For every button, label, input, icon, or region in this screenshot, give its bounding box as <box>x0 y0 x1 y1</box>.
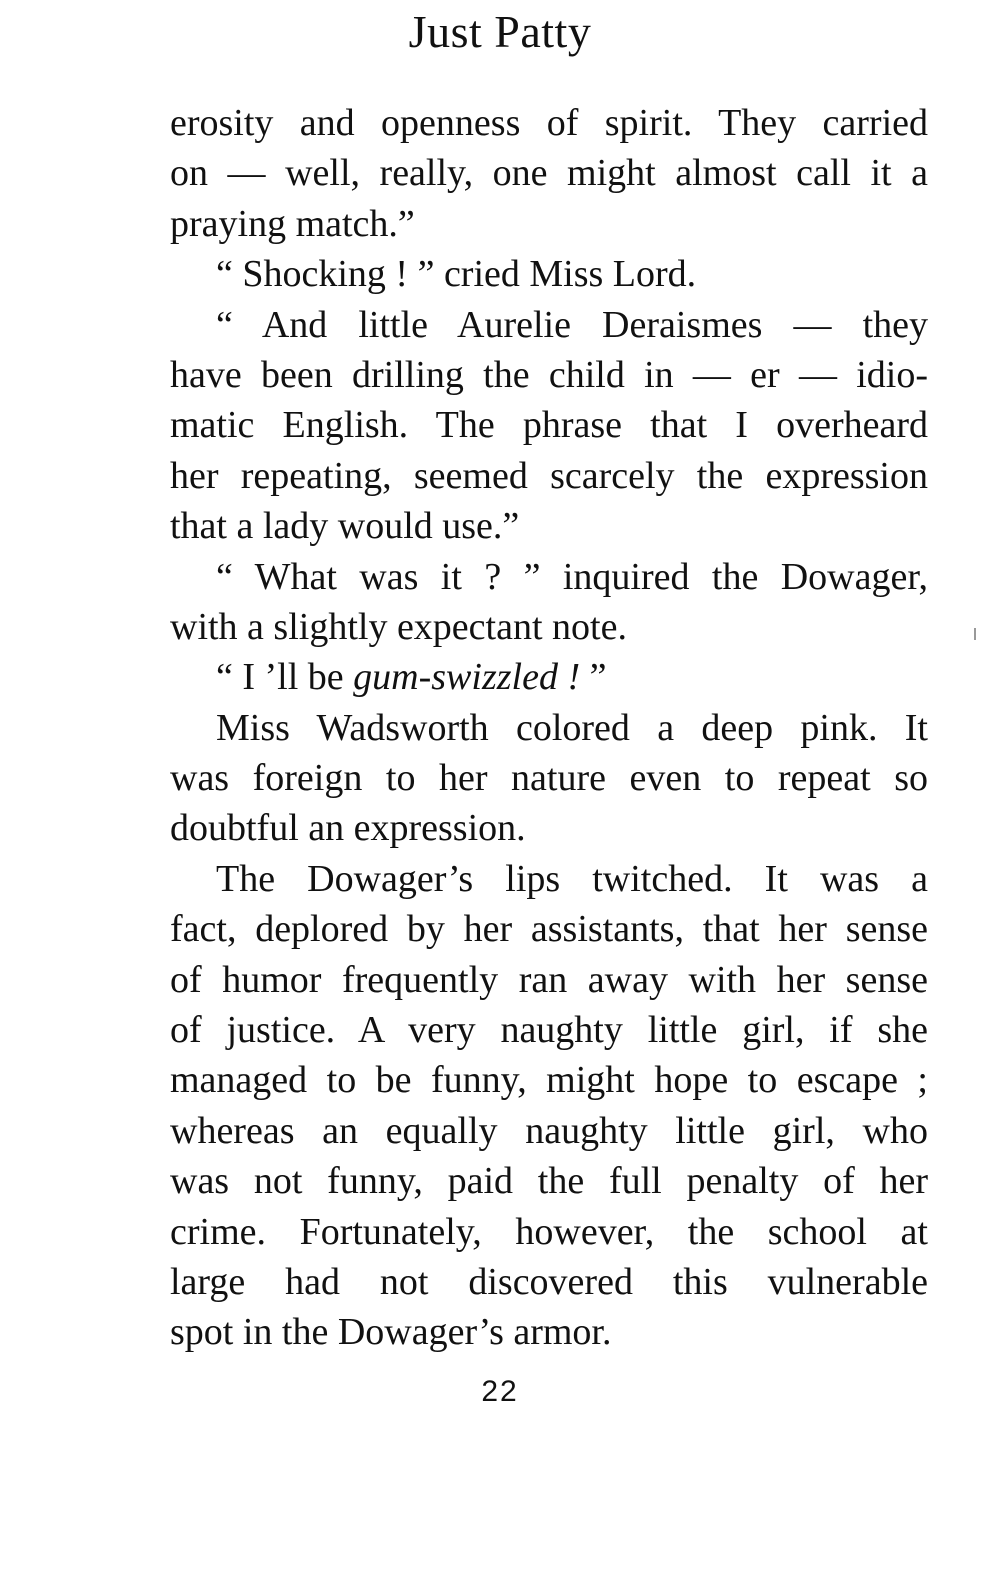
italic-phrase: gum-swizzled ! <box>353 656 590 699</box>
text-line: was not funny, paid the full penalty of her <box>170 1160 928 1203</box>
text-line: that a lady would use.” <box>170 505 520 548</box>
page-number: 22 <box>481 1375 519 1408</box>
running-head: Just Patty <box>408 6 592 57</box>
text-line: of humor frequently ran away with her sense <box>170 958 928 1001</box>
text-line: managed to be funny, might hope to escape ; <box>170 1059 928 1102</box>
text-line: spot in the Dowager’s armor. <box>170 1311 612 1354</box>
text-line: Miss Wadsworth colored a deep pink. It <box>216 706 928 749</box>
text-line: whereas an equally naughty little girl, who <box>170 1109 928 1152</box>
text-line: matic English. The phrase that I overheard <box>170 404 928 447</box>
text-line: “ Shocking ! ” cried Miss Lord. <box>216 253 697 296</box>
text-line: erosity and openness of spirit. They carried <box>170 102 928 144</box>
text-line: with a slightly expectant note. <box>170 605 627 648</box>
text-line: praying match.” <box>170 202 415 245</box>
text-line: The Dowager’s lips twitched. It was a <box>216 857 928 900</box>
body-text <box>170 98 928 1358</box>
quote-close: ” <box>589 656 607 699</box>
text-line: have been drilling the child in — er — idio- <box>170 353 928 396</box>
text-line: fact, deplored by her assistants, that her sense <box>170 908 928 951</box>
text-line: of justice. A very naughty little girl, if she <box>170 1009 928 1052</box>
text-line: on — well, really, one might almost call it a <box>170 152 928 195</box>
text-line: large had not discovered this vulnerable <box>170 1260 928 1303</box>
text-line: was foreign to her nature even to repeat so <box>170 757 928 800</box>
text-line: “ What was it ? ” inquired the Dowager, <box>216 555 928 598</box>
quote-open: “ I ’ll be <box>216 656 354 699</box>
text-line: her repeating, seemed scarcely the expression <box>170 454 928 497</box>
margin-mark <box>974 628 976 640</box>
text-line-with-italic <box>170 652 928 702</box>
text-line: doubtful an expression. <box>170 807 526 850</box>
text-line: “ And little Aurelie Deraismes — they <box>216 303 928 346</box>
text-line: crime. Fortunately, however, the school at <box>170 1210 928 1253</box>
